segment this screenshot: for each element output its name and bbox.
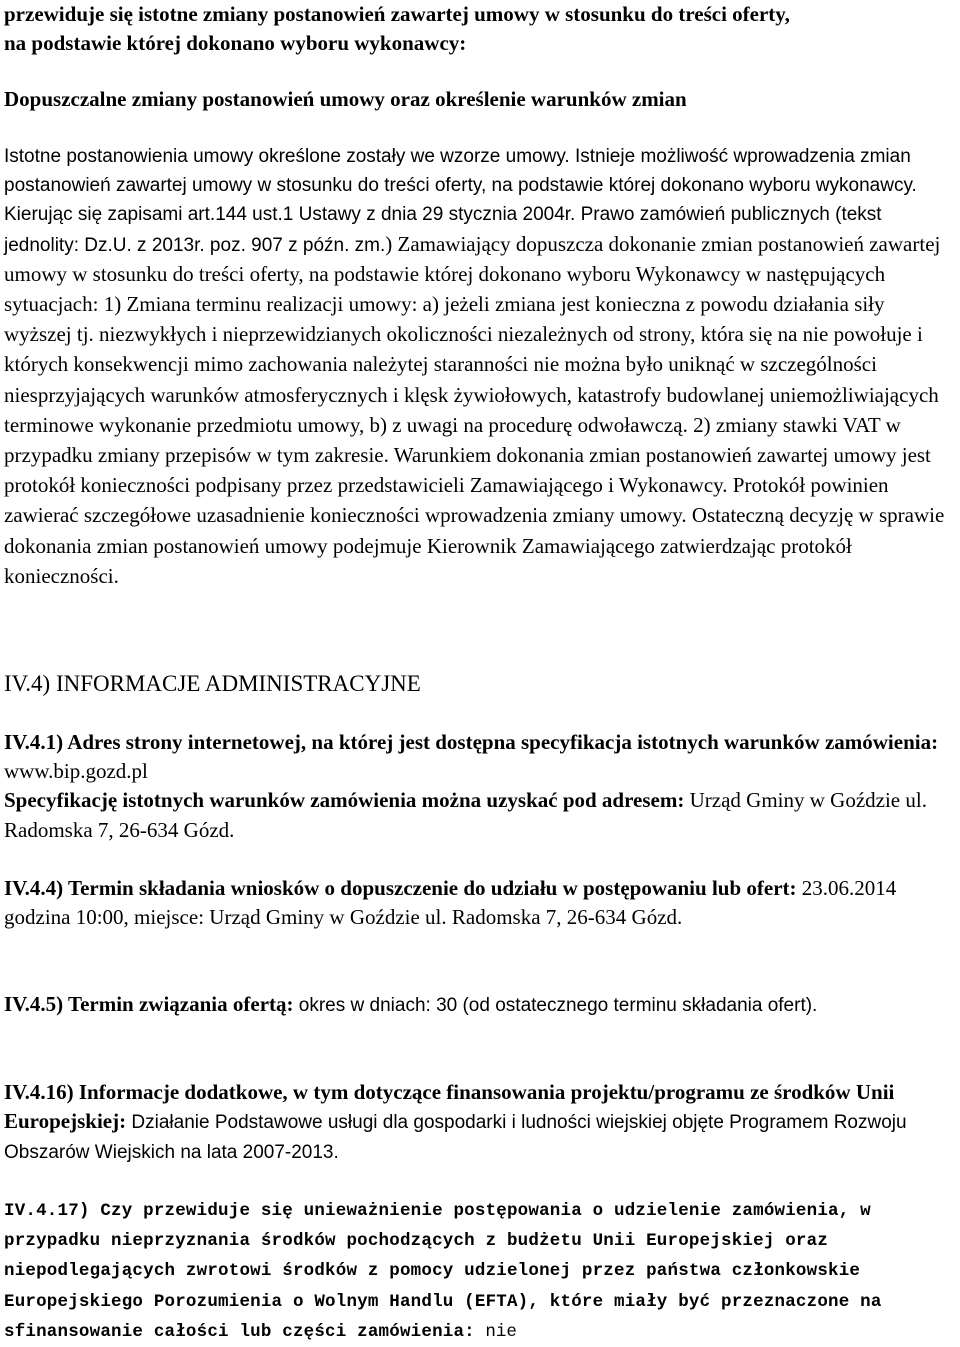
spec-address-value: Urząd Gminy w Goździe ul. Radomska 7, 26-634 Gózd. bbox=[4, 788, 927, 842]
changes-body bbox=[4, 142, 956, 592]
section-4-1 bbox=[4, 728, 960, 845]
section-4-16-label: IV.4.16) Informacje dodatkowe, w tym dotyczące finansowania projektu/programu ze środków Unii Europejskiej: bbox=[4, 1080, 895, 1134]
spec-address-label: Specyfikację istotnych warunków zamówienia można uzyskać pod adresem: bbox=[4, 788, 685, 813]
section-4-4 bbox=[4, 874, 960, 932]
section-4-5-value: okres w dniach: 30 (od ostatecznego terminu składania ofert). bbox=[293, 995, 818, 1016]
changes-body-sans: Istotne postanowienia umowy określone zostały we wzorze umowy. Istnieje możliwość wprowadzenia zmian postanowień zawartej umowy w stosunku do treści oferty, na podstawie której dokonano wyboru wykonawcy. Kierując się zapisami art.144 ust.1 Ustawy z dnia 29 stycznia 2004r. Prawo zamówień publicznych (tekst jednolity: Dz.U. z 2013r. poz. 907 z późn. zm. bbox=[4, 146, 917, 256]
section-4-5 bbox=[4, 990, 960, 1020]
intro-question bbox=[4, 0, 960, 58]
section-4-17-value: nie bbox=[474, 1321, 517, 1342]
changes-heading: Dopuszczalne zmiany postanowień umowy oraz określenie warunków zmian bbox=[4, 87, 687, 111]
section-4-4-value: 23.06.2014 godzina 10:00, miejsce: Urząd Gminy w Goździe ul. Radomska 7, 26-634 Gózd. bbox=[4, 876, 897, 930]
section-4-1-label: IV.4.1) Adres strony internetowej, na której jest dostępna specyfikacja istotnych warunków zamówienia: bbox=[4, 730, 939, 754]
section-title: IV.4) INFORMACJE ADMINISTRACYJNE bbox=[4, 671, 421, 696]
section-4-5-label: IV.4.5) Termin związania ofertą: bbox=[4, 992, 294, 1016]
changes-body-serif: ) Zamawiający dopuszcza dokonanie zmian postanowień zawartej umowy w stosunku do treści oferty, na podstawie której dokonano wyboru Wykonawcy w następujących sytuacjach: 1) Zmiana terminu realizacji umowy: a) jeżeli zmiana jest konieczna z powodu działania siły wyższej tj. niezwykłych i nieprzewidzianych okoliczności niezależnych od strony, która się na nie powołuje i których konsekwencji mimo zachowania należytej staranności nie można było uniknąć w szczególności niesprzyjających warunków atmosferycznych i klęsk żywiołowych, katastrofy budowlanej uniemożliwiających terminowe wykonanie przedmiotu umowy, b) z uwagi na procedurę odwoławczą. 2) zmiany stawki VAT w przypadku zmiany przepisów w tym zakresie. Warunkiem dokonania zmian postanowień zawartej umowy jest protokół konieczności podpisany przez przedstawicieli Zamawiającego i Wykonawcy. Protokół powinien zawierać szczegółowe uzasadnienie konieczności wprowadzenia zmiany umowy. Ostateczną decyzję w sprawie dokonania zmian postanowień umowy podejmuje Kierownik Zamawiającego zatwierdzając protokół konieczności. bbox=[4, 231, 945, 588]
section-4-4-label: IV.4.4) Termin składania wniosków o dopuszczenie do udziału w postępowaniu lub ofert: bbox=[4, 876, 797, 900]
section-4-16 bbox=[4, 1078, 960, 1168]
section-4-17 bbox=[4, 1196, 960, 1347]
section-4-17-label: IV.4.17) Czy przewiduje się unieważnienie postępowania o udzielenie zamówienia, w przypadku nieprzyznania środków pochodzących z budżetu Unii Europejskiej oraz niepodlegających zwrotowi środków z pomocy udzielonej przez państwa członkowskie Europejskiego Porozumienia o Wolnym Handlu (EFTA), które miały być przeznaczone na sfinansowanie całości lub części zamówienia: bbox=[4, 1201, 882, 1342]
section-4-16-value: Działanie Podstawowe usługi dla gospodarki i ludności wiejskiej objęte Programem Rozwoju Obszarów Wiejskich na lata 2007-2013. bbox=[4, 1112, 907, 1164]
website-url: www.bip.gozd.pl bbox=[4, 759, 148, 784]
intro-line-2: na podstawie której dokonano wyboru wykonawcy: bbox=[4, 31, 467, 56]
intro-line-1: przewiduje się istotne zmiany postanowień zawartej umowy w stosunku do treści oferty, bbox=[4, 2, 790, 26]
